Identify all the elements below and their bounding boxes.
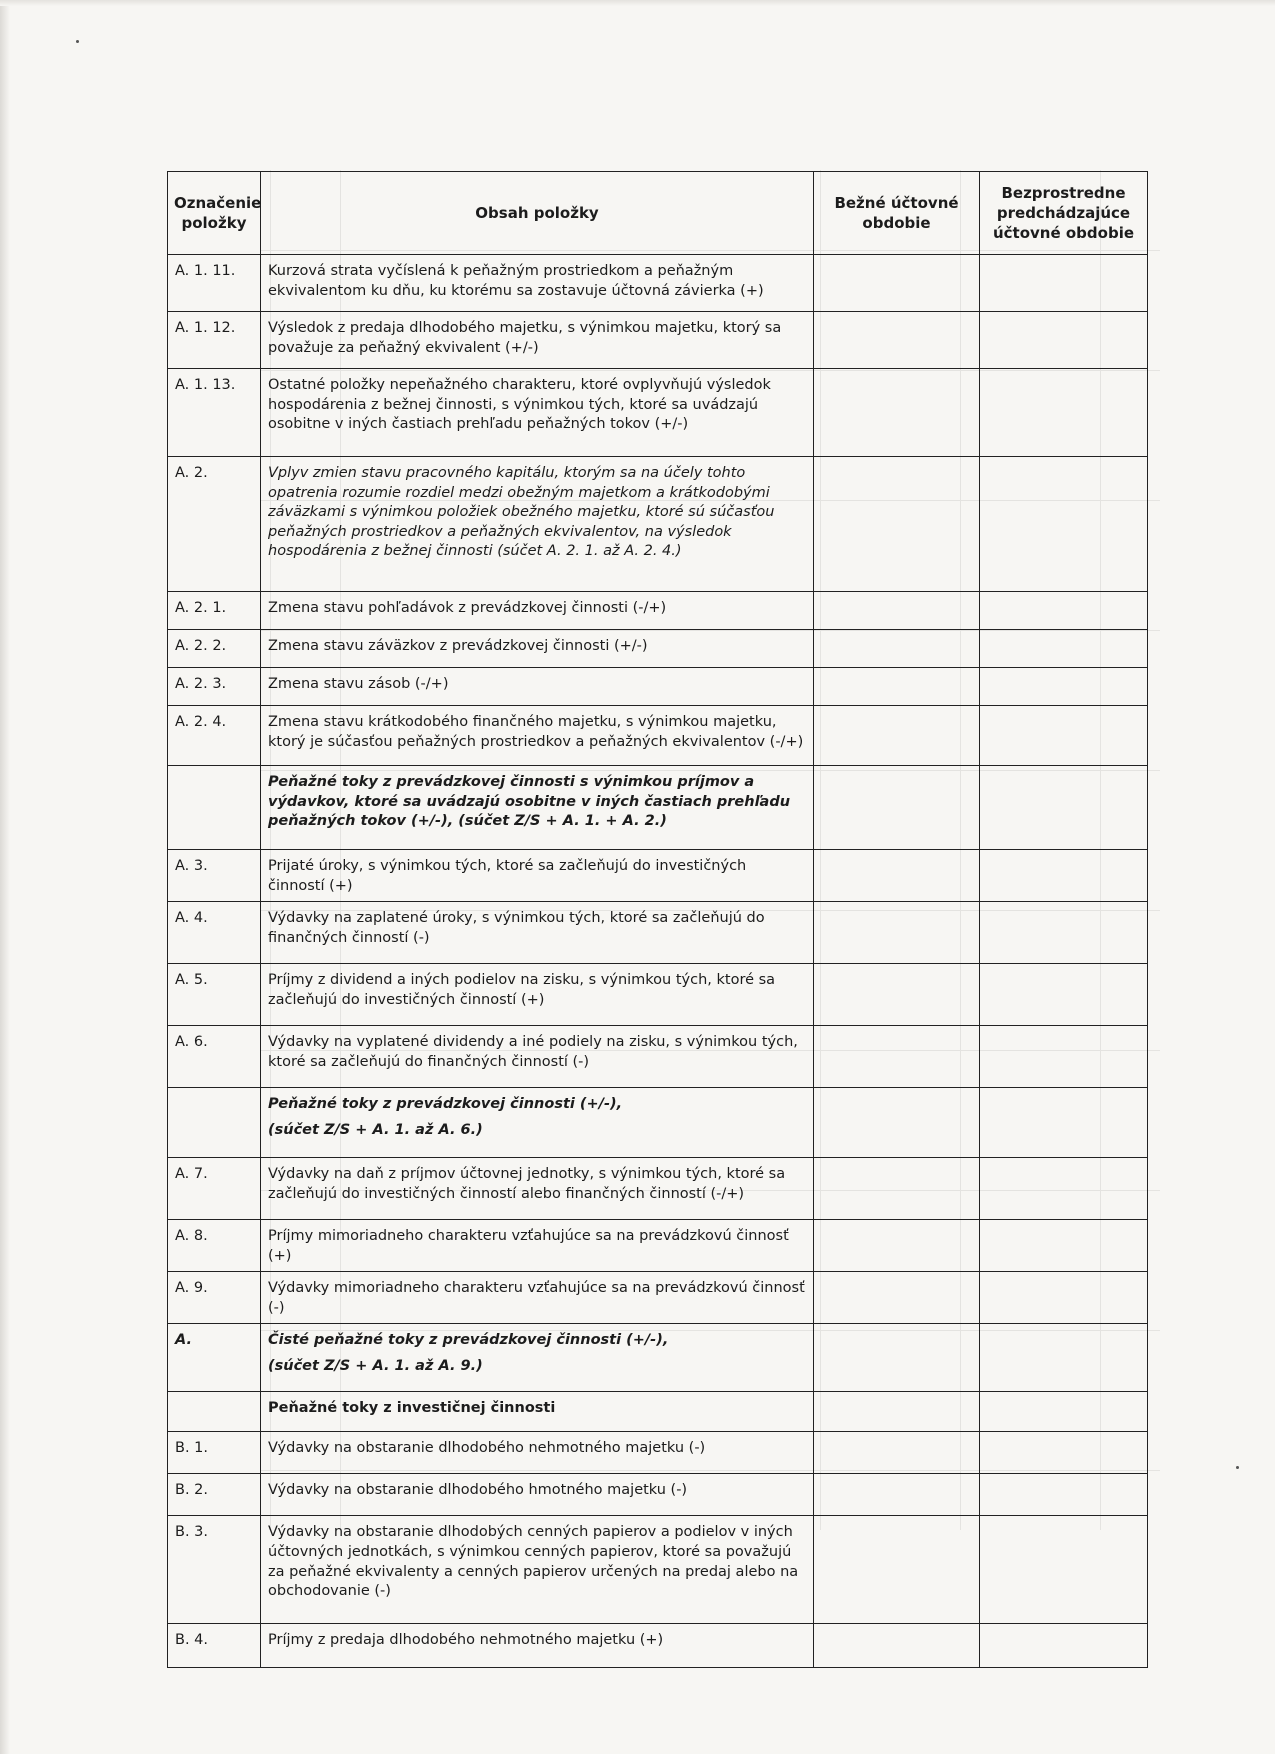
row-description-text: Peňažné toky z investičnej činnosti (268, 1400, 556, 1417)
row-description-text: Čisté peňažné toky z prevádzkovej činnosti (+/-), (268, 1332, 669, 1349)
row-previous-value[interactable] (980, 1026, 1148, 1088)
row-code: A. 1. 12. (168, 312, 261, 369)
row-code (168, 1392, 261, 1432)
header-current-period: Bežné účtovné obdobie (814, 172, 980, 255)
row-description (261, 766, 814, 850)
row-code: A. 8. (168, 1220, 261, 1272)
row-description (261, 1220, 814, 1272)
row-current-value[interactable] (814, 668, 980, 706)
row-current-value[interactable] (814, 850, 980, 902)
row-current-value[interactable] (814, 592, 980, 630)
row-previous-value[interactable] (980, 312, 1148, 369)
row-description-text: Peňažné toky z prevádzkovej činnosti (+/-), (268, 1096, 623, 1113)
table-row (168, 630, 1148, 668)
header-code: Označenie položky (168, 172, 261, 255)
row-current-value[interactable] (814, 1474, 980, 1516)
row-description-text: Príjmy mimoriadneho charakteru vzťahujúce sa na prevádzkovú činnosť (+) (268, 1228, 789, 1264)
table-row (168, 1474, 1148, 1516)
row-description (261, 1324, 814, 1392)
row-current-value[interactable] (814, 706, 980, 766)
row-current-value[interactable] (814, 1158, 980, 1220)
row-description-text: Vplyv zmien stavu pracovného kapitálu, ktorým sa na účely tohto opatrenia rozumie rozdiel medzi obežným majetkom a krátkodobými záväzkami s výnimkou položiek obežného majetku, ktoré sú súčasťou peňažných prostriedkov a peňažných ekvivalentov, na výsledok hospodárenia z bežnej činnosti (súčet A. 2. 1. až A. 2. 4.) (268, 465, 775, 560)
scan-speck (76, 40, 79, 43)
row-description (261, 1088, 814, 1158)
row-description-text: Výdavky na vyplatené dividendy a iné podiely na zisku, s výnimkou tých, ktoré sa začleňujú do finančných činností (-) (268, 1034, 798, 1070)
row-previous-value[interactable] (980, 1088, 1148, 1158)
row-description (261, 1516, 814, 1624)
table-row (168, 668, 1148, 706)
row-description (261, 312, 814, 369)
table-row (168, 850, 1148, 902)
row-previous-value[interactable] (980, 1392, 1148, 1432)
row-current-value[interactable] (814, 766, 980, 850)
row-previous-value[interactable] (980, 1624, 1148, 1668)
row-description (261, 369, 814, 457)
row-description-text: Výdavky na daň z príjmov účtovnej jednotky, s výnimkou tých, ktoré sa začleňujú do investičných činností alebo finančných činností (-/+) (268, 1166, 786, 1202)
row-description (261, 457, 814, 592)
row-previous-value[interactable] (980, 1432, 1148, 1474)
row-description (261, 850, 814, 902)
row-current-value[interactable] (814, 1088, 980, 1158)
row-current-value[interactable] (814, 1324, 980, 1392)
row-previous-value[interactable] (980, 668, 1148, 706)
row-code: A. 6. (168, 1026, 261, 1088)
table-row (168, 457, 1148, 592)
row-description (261, 1158, 814, 1220)
row-description-text: Príjmy z dividend a iných podielov na zisku, s výnimkou tých, ktoré sa začleňujú do investičných činností (+) (268, 972, 776, 1008)
row-current-value[interactable] (814, 1026, 980, 1088)
row-description-text: Výdavky na zaplatené úroky, s výnimkou tých, ktoré sa začleňujú do finančných činností (-) (268, 910, 765, 946)
row-description-text: Zmena stavu zásob (-/+) (268, 676, 449, 692)
table-row (168, 312, 1148, 369)
row-current-value[interactable] (814, 1272, 980, 1324)
row-previous-value[interactable] (980, 1272, 1148, 1324)
row-current-value[interactable] (814, 457, 980, 592)
row-code: A. 2. (168, 457, 261, 592)
table-header-row (168, 172, 1148, 255)
table-row (168, 1392, 1148, 1432)
row-current-value[interactable] (814, 964, 980, 1026)
row-description (261, 1026, 814, 1088)
table-row (168, 1158, 1148, 1220)
row-description (261, 902, 814, 964)
row-current-value[interactable] (814, 1220, 980, 1272)
row-code (168, 1088, 261, 1158)
row-description-text: Prijaté úroky, s výnimkou tých, ktoré sa začleňujú do investičných činností (+) (268, 858, 747, 894)
row-description (261, 706, 814, 766)
row-description (261, 592, 814, 630)
row-current-value[interactable] (814, 630, 980, 668)
row-description (261, 668, 814, 706)
header-previous-period: Bezprostredne predchádzajúce účtovné obdobie (980, 172, 1148, 255)
row-code: A. 5. (168, 964, 261, 1026)
table-row (168, 902, 1148, 964)
table-row (168, 766, 1148, 850)
row-description (261, 1432, 814, 1474)
row-code: A. 4. (168, 902, 261, 964)
row-code (168, 766, 261, 850)
table-row (168, 592, 1148, 630)
row-previous-value[interactable] (980, 902, 1148, 964)
table-row (168, 1432, 1148, 1474)
row-previous-value[interactable] (980, 630, 1148, 668)
row-code: A. 1. 13. (168, 369, 261, 457)
row-current-value[interactable] (814, 369, 980, 457)
row-description-text: Ostatné položky nepeňažného charakteru, ktoré ovplyvňujú výsledok hospodárenia z bežnej činnosti, s výnimkou tých, ktoré sa uvádzajú osobitne v iných častiach prehľadu peňažných tokov (+/-) (268, 377, 771, 433)
row-code: A. (168, 1324, 261, 1392)
table-row (168, 1088, 1148, 1158)
row-previous-value[interactable] (980, 1516, 1148, 1624)
header-description: Obsah položky (261, 172, 814, 255)
row-description-text: Výdavky na obstaranie dlhodobého hmotného majetku (-) (268, 1482, 688, 1499)
table-row (168, 1516, 1148, 1624)
row-code: A. 3. (168, 850, 261, 902)
table-row (168, 1324, 1148, 1392)
row-current-value[interactable] (814, 1624, 980, 1668)
row-previous-value[interactable] (980, 766, 1148, 850)
table-row (168, 964, 1148, 1026)
row-code: A. 2. 3. (168, 668, 261, 706)
row-description-sum: (súčet Z/S + A. 1. až A. 9.) (268, 1357, 483, 1374)
table-row (168, 1220, 1148, 1272)
row-code: A. 7. (168, 1158, 261, 1220)
row-description-text: Výsledok z predaja dlhodobého majetku, s výnimkou majetku, ktorý sa považuje za peňažný ekvivalent (+/-) (268, 320, 782, 356)
row-description (261, 1272, 814, 1324)
row-description (261, 1392, 814, 1432)
row-code: A. 2. 1. (168, 592, 261, 630)
scan-edge-top (0, 0, 1275, 6)
row-current-value[interactable] (814, 1392, 980, 1432)
row-code: B. 4. (168, 1624, 261, 1668)
row-description (261, 1474, 814, 1516)
row-code: B. 3. (168, 1516, 261, 1624)
row-description-text: Výdavky mimoriadneho charakteru vzťahujúce sa na prevádzkovú činnosť (-) (268, 1280, 805, 1316)
table-row (168, 706, 1148, 766)
row-previous-value[interactable] (980, 592, 1148, 630)
row-description-text: Zmena stavu krátkodobého finančného majetku, s výnimkou majetku, ktorý je súčasťou peňažných prostriedkov a peňažných ekvivalentov (-/+) (268, 714, 804, 750)
row-previous-value[interactable] (980, 1474, 1148, 1516)
row-code: A. 1. 11. (168, 255, 261, 312)
row-previous-value[interactable] (980, 706, 1148, 766)
row-current-value[interactable] (814, 1516, 980, 1624)
row-code: B. 2. (168, 1474, 261, 1516)
row-description-sum: (súčet Z/S + A. 1. až A. 6.) (268, 1121, 483, 1138)
table-row (168, 1624, 1148, 1668)
row-previous-value[interactable] (980, 457, 1148, 592)
row-code: A. 2. 4. (168, 706, 261, 766)
row-description-text: Peňažné toky z prevádzkovej činnosti s výnimkou príjmov a výdavkov, ktoré sa uvádzajú osobitne v iných častiach prehľadu peňažných tokov (+/-), (súčet Z/S + A. 1. + A. 2.) (268, 774, 791, 830)
row-description-text: Kurzová strata vyčíslená k peňažným prostriedkom a peňažným ekvivalentom ku dňu, ku ktorému sa zostavuje účtovná závierka (+) (268, 263, 764, 299)
table-row (168, 1026, 1148, 1088)
scan-edge-left (0, 0, 10, 1754)
row-code: B. 1. (168, 1432, 261, 1474)
row-code: A. 9. (168, 1272, 261, 1324)
row-description-text: Zmena stavu záväzkov z prevádzkovej činnosti (+/-) (268, 638, 648, 654)
scan-speck (1236, 1466, 1239, 1469)
row-previous-value[interactable] (980, 369, 1148, 457)
row-previous-value[interactable] (980, 1158, 1148, 1220)
row-description-text: Výdavky na obstaranie dlhodobého nehmotného majetku (-) (268, 1440, 706, 1457)
row-previous-value[interactable] (980, 1324, 1148, 1392)
table-row (168, 369, 1148, 457)
row-previous-value[interactable] (980, 850, 1148, 902)
row-current-value[interactable] (814, 255, 980, 312)
row-description-text: Príjmy z predaja dlhodobého nehmotného majetku (+) (268, 1632, 664, 1649)
row-description-text: Výdavky na obstaranie dlhodobých cenných papierov a podielov v iných účtovných jednotkách, s výnimkou cenných papierov, ktoré sa považujú za peňažné ekvivalenty a cenných papierov určených na predaj alebo na obchodovanie (-) (268, 1524, 799, 1600)
row-current-value[interactable] (814, 312, 980, 369)
row-code: A. 2. 2. (168, 630, 261, 668)
row-description (261, 964, 814, 1026)
row-current-value[interactable] (814, 1432, 980, 1474)
row-description (261, 255, 814, 312)
row-description (261, 630, 814, 668)
row-current-value[interactable] (814, 902, 980, 964)
row-previous-value[interactable] (980, 964, 1148, 1026)
cash-flow-table (167, 171, 1148, 1668)
table-row (168, 1272, 1148, 1324)
row-previous-value[interactable] (980, 1220, 1148, 1272)
row-description (261, 1624, 814, 1668)
table-row (168, 255, 1148, 312)
row-description-text: Zmena stavu pohľadávok z prevádzkovej činnosti (-/+) (268, 600, 667, 616)
row-previous-value[interactable] (980, 255, 1148, 312)
